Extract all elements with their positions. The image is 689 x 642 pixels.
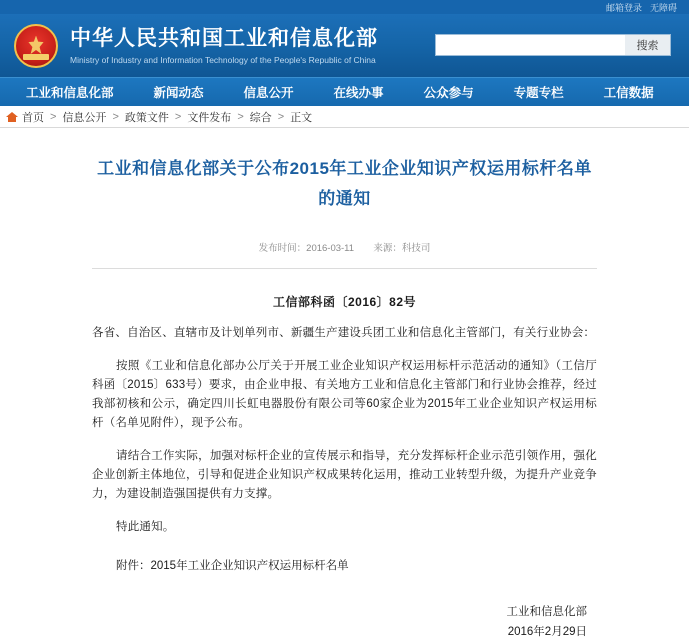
page-title: 工业和信息化部关于公布2015年工业企业知识产权运用标杆名单的通知 xyxy=(97,159,592,208)
nav-item-0[interactable]: 工业和信息化部 xyxy=(26,86,114,100)
nav-item-4[interactable]: 公众参与 xyxy=(423,86,474,100)
article-meta xyxy=(92,240,597,254)
breadcrumb-item-1[interactable]: 信息公开 xyxy=(62,111,107,124)
breadcrumb-separator: > xyxy=(50,110,57,123)
document-number: 工信部科函〔2016〕82号 xyxy=(272,295,417,309)
article-body xyxy=(0,128,689,642)
breadcrumb-item-0[interactable]: 首页 xyxy=(22,111,44,124)
publish-time: 发布时间：2016-03-11 xyxy=(258,243,355,254)
meta-divider xyxy=(92,268,597,269)
national-emblem-icon xyxy=(14,24,58,68)
search-button[interactable]: 搜索 xyxy=(625,34,671,56)
nav-item-3[interactable]: 在线办事 xyxy=(333,86,384,100)
signature-block xyxy=(92,602,597,642)
top-utility-bar xyxy=(0,0,689,14)
main-nav xyxy=(0,77,689,106)
nav-item-6[interactable]: 工信数据 xyxy=(603,86,654,100)
article-paragraph: 各省、自治区、直辖市及计划单列市、新疆生产建设兵团工业和信息化主管部门，有关行业协会： xyxy=(92,327,596,339)
site-title-cn: 中华人民共和国工业和信息化部 xyxy=(70,26,378,50)
site-title-en: Ministry of Industry and Information Technology of the People's Republic of China xyxy=(70,54,376,65)
nav-item-1[interactable]: 新闻动态 xyxy=(153,86,204,100)
article-paragraph: 特此通知。 xyxy=(116,521,175,533)
nav-item-2[interactable]: 信息公开 xyxy=(243,86,294,100)
search-input[interactable] xyxy=(435,34,625,56)
search-box xyxy=(435,34,671,56)
site-title xyxy=(70,26,378,66)
home-icon xyxy=(6,111,18,123)
breadcrumb-separator: > xyxy=(237,110,244,123)
breadcrumb xyxy=(0,106,689,128)
nav-item-5[interactable]: 专题专栏 xyxy=(513,86,564,100)
signature-date: 2016年2月29日 xyxy=(507,626,587,638)
site-header xyxy=(0,14,689,77)
article-paragraph: 请结合工作实际，加强对标杆企业的宣传展示和指导，充分发挥标杆企业示范引领作用，强化企业创新主体地位，引导和促进企业知识产权成果转化运用，推动工业转型升级，为提升产业竞争力，为建设制造强国提供有力支撑。 xyxy=(92,450,597,500)
breadcrumb-item-4[interactable]: 综合 xyxy=(249,111,272,124)
topbar-link-0[interactable]: 邮箱登录 xyxy=(605,2,642,13)
breadcrumb-separator: > xyxy=(277,110,285,123)
breadcrumb-separator: > xyxy=(174,110,182,123)
article-paragraph: 按照《工业和信息化部办公厅关于开展工业企业知识产权运用标杆示范活动的通知》（工信厅科函〔2015〕633号）要求，由企业申报、有关地方工业和信息化主管部门和行业协会推荐，经过我部初核和公示，确定四川长虹电器股份有限公司等60家企业为2015年工业企业知识产权运用标杆（名单见附件），现予公布。 xyxy=(92,360,597,429)
attachment-link[interactable]: 附件：2015年工业企业知识产权运用标杆名单 xyxy=(116,560,349,572)
breadcrumb-item-3[interactable]: 文件发布 xyxy=(187,111,232,124)
breadcrumb-item-2[interactable]: 政策文件 xyxy=(124,111,169,124)
topbar-link-1[interactable]: 无障碍 xyxy=(649,2,677,13)
breadcrumb-item-5: 正文 xyxy=(290,111,313,124)
breadcrumb-separator: > xyxy=(112,110,119,123)
article-source: 来源：科技司 xyxy=(373,243,431,254)
signature-org: 工业和信息化部 xyxy=(506,606,587,618)
